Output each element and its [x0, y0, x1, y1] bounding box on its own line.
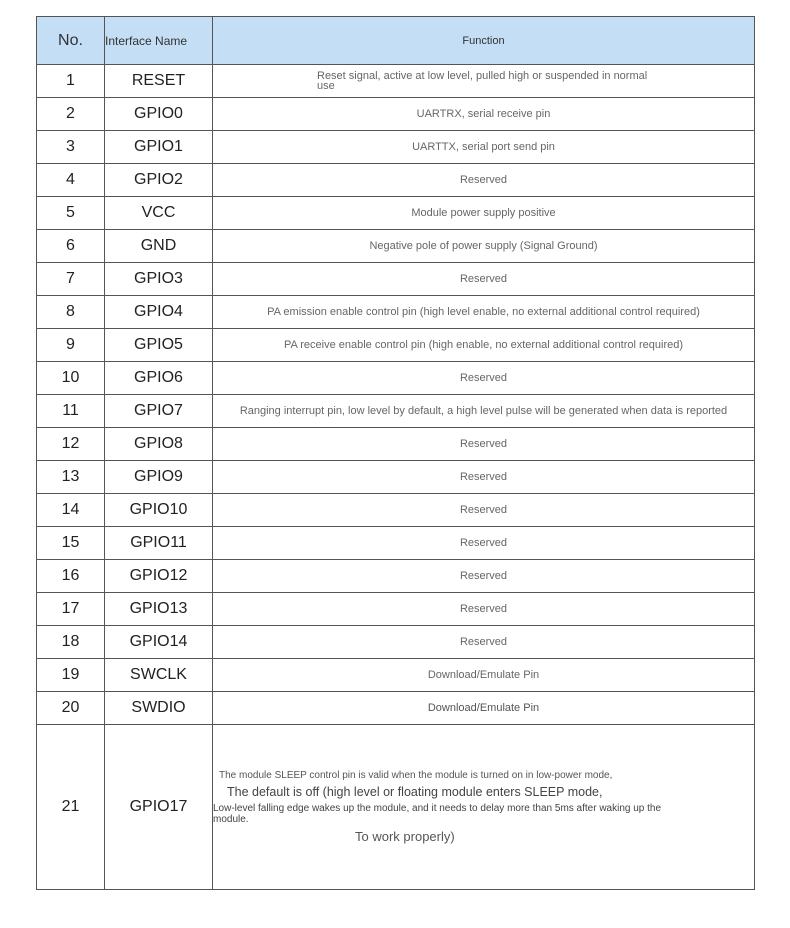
- pin-number: 7: [37, 263, 105, 296]
- header-no: No.: [37, 17, 105, 65]
- pin-number: 14: [37, 494, 105, 527]
- pin-number: 21: [37, 725, 105, 890]
- table-row: [37, 329, 755, 362]
- pin-function: Reserved: [213, 362, 755, 395]
- pin-function: Reserved: [213, 461, 755, 494]
- pin-function: Reserved: [213, 263, 755, 296]
- pin-name: GPIO12: [105, 560, 213, 593]
- pin-number: 3: [37, 131, 105, 164]
- pin-function: Download/Emulate Pin: [213, 659, 755, 692]
- pin-number: 15: [37, 527, 105, 560]
- pin-function: [213, 65, 755, 98]
- pin-number: 2: [37, 98, 105, 131]
- pin-number: 8: [37, 296, 105, 329]
- pin-number: 1: [37, 65, 105, 98]
- table-row: [37, 560, 755, 593]
- pin-table: [36, 16, 755, 890]
- pin-number: 6: [37, 230, 105, 263]
- pin-function: UARTRX, serial receive pin: [213, 98, 755, 131]
- pin-number: 11: [37, 395, 105, 428]
- pin-function-line: Low-level falling edge wakes up the module, and it needs to delay more than 5ms after waking up the module.: [213, 803, 662, 825]
- pin-number: 10: [37, 362, 105, 395]
- pin-name: GPIO9: [105, 461, 213, 494]
- pin-number: 4: [37, 164, 105, 197]
- pin-function-line: The module SLEEP control pin is valid when the module is turned on in low-power mode,: [219, 770, 613, 781]
- pin-number: 5: [37, 197, 105, 230]
- table-row: [37, 461, 755, 494]
- pin-function: Reserved: [213, 164, 755, 197]
- pin-name: GPIO11: [105, 527, 213, 560]
- pin-name: SWCLK: [105, 659, 213, 692]
- pin-name: SWDIO: [105, 692, 213, 725]
- pin-name: GPIO6: [105, 362, 213, 395]
- pin-number: 16: [37, 560, 105, 593]
- header-function: Function: [213, 17, 755, 65]
- pin-function: Download/Emulate Pin: [213, 692, 755, 725]
- header-interface-name: Interface Name: [105, 17, 213, 65]
- pin-name: GPIO13: [105, 593, 213, 626]
- pin-function: Reserved: [213, 428, 755, 461]
- pin-number: 18: [37, 626, 105, 659]
- pin-number: 13: [37, 461, 105, 494]
- table-row: [37, 65, 755, 98]
- pin-function: Reserved: [213, 527, 755, 560]
- pin-name: GPIO8: [105, 428, 213, 461]
- pin-name: RESET: [105, 65, 213, 98]
- table-row: [37, 593, 755, 626]
- pin-name: GPIO7: [105, 395, 213, 428]
- table-row: [37, 428, 755, 461]
- pin-function: Reserved: [213, 626, 755, 659]
- table-row: [37, 230, 755, 263]
- pin-function: PA receive enable control pin (high enable, no external additional control required): [213, 329, 755, 362]
- pin-function: Ranging interrupt pin, low level by default, a high level pulse will be generated when data is reported: [213, 395, 755, 428]
- pin-name: VCC: [105, 197, 213, 230]
- pin-function: Reserved: [213, 494, 755, 527]
- table-row: [37, 494, 755, 527]
- pin-function: Reserved: [213, 560, 755, 593]
- pin-number: 19: [37, 659, 105, 692]
- pin-number: 17: [37, 593, 105, 626]
- pin-function-text: Reset signal, active at low level, pulled high or suspended in normal use: [317, 70, 648, 92]
- pin-name: GPIO2: [105, 164, 213, 197]
- pin-name: GPIO5: [105, 329, 213, 362]
- pin-function: Module power supply positive: [213, 197, 755, 230]
- pin-number: 20: [37, 692, 105, 725]
- table-row: [37, 659, 755, 692]
- pin-name: GND: [105, 230, 213, 263]
- pin-function-line: To work properly): [355, 829, 455, 844]
- pin-number: 12: [37, 428, 105, 461]
- pin-name: GPIO1: [105, 131, 213, 164]
- table-row: [37, 164, 755, 197]
- table-row: [37, 692, 755, 725]
- table-row: [37, 98, 755, 131]
- table-row: [37, 395, 755, 428]
- pin-function: Reserved: [213, 593, 755, 626]
- table-header-row: [37, 17, 755, 65]
- table-row: [37, 362, 755, 395]
- pin-function: Negative pole of power supply (Signal Ground): [213, 230, 755, 263]
- pin-name: GPIO14: [105, 626, 213, 659]
- pin-name: GPIO0: [105, 98, 213, 131]
- table-row: [37, 131, 755, 164]
- table-row: [37, 725, 755, 890]
- pin-name: GPIO3: [105, 263, 213, 296]
- table-row: [37, 626, 755, 659]
- pin-name: GPIO4: [105, 296, 213, 329]
- table-row: [37, 263, 755, 296]
- table-row: [37, 296, 755, 329]
- table-row: [37, 527, 755, 560]
- pin-function: PA emission enable control pin (high level enable, no external additional control required): [213, 296, 755, 329]
- pin-function: UARTTX, serial port send pin: [213, 131, 755, 164]
- table-row: [37, 197, 755, 230]
- pin-number: 9: [37, 329, 105, 362]
- pin-function: [213, 725, 755, 890]
- pin-function-line: The default is off (high level or floating module enters SLEEP mode,: [227, 785, 603, 799]
- pin-name: GPIO17: [105, 725, 213, 890]
- pin-name: GPIO10: [105, 494, 213, 527]
